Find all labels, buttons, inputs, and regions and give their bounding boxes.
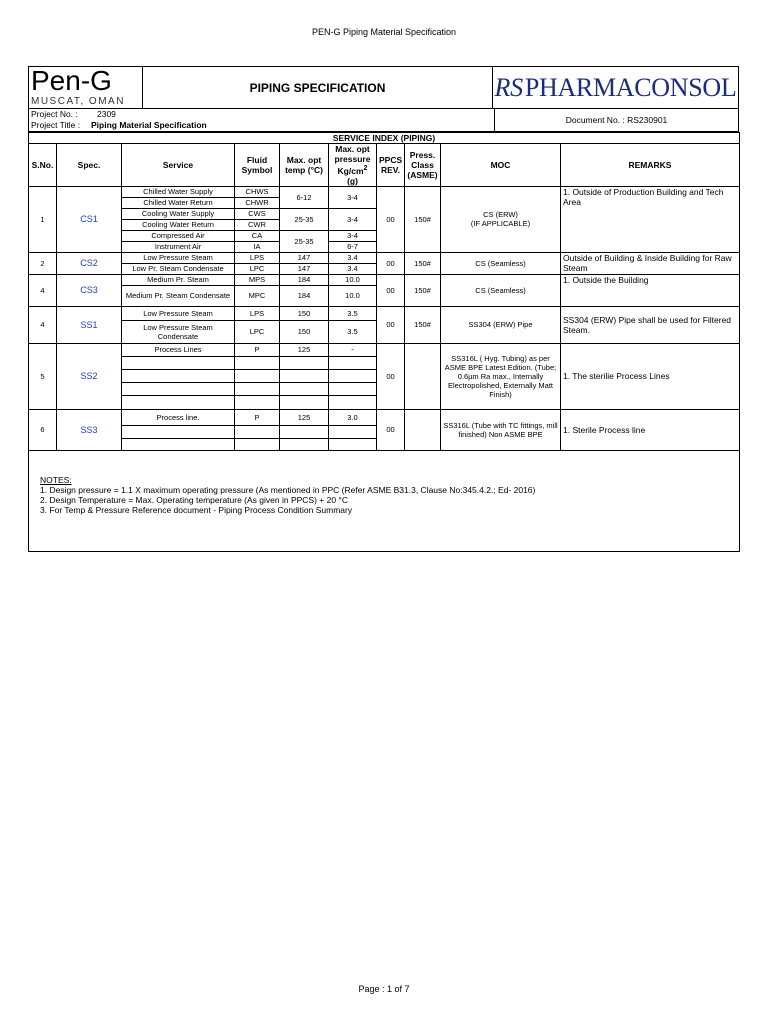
remark-cell: 1. Outside the Building (561, 274, 740, 306)
spec-code: CS2 (57, 252, 122, 274)
col-header-remarks: REMARKS (561, 144, 740, 187)
moc-cell: CS (Seamless) (441, 274, 561, 306)
col-header-temp: Max. opt temp (°C) (280, 144, 329, 187)
spec-code: CS1 (57, 186, 122, 252)
table-caption: SERVICE INDEX (PIPING) (29, 133, 740, 144)
spec-code: SS1 (57, 306, 122, 343)
col-header-service: Service (122, 144, 235, 187)
table-row: Low Pr. Steam Condensate LPC 147 3.4 (29, 263, 740, 274)
notes-section (29, 450, 740, 551)
pharmaconsol-logo-text: PHARMACONSOL (524, 72, 737, 102)
notes-title: NOTES: (40, 474, 72, 485)
col-header-press-class: Press. Class (ASME) (405, 144, 441, 187)
note-2: 2. Design Temperature = Max. Operating temperature (As given in PPCS) + 20 °C (40, 494, 348, 505)
spec-code: SS2 (57, 343, 122, 409)
table-row: 2 CS2 Low Pressure Steam LPS 147 3.4 00 150# CS (Seamless) Outside of Building & Inside Building for Raw Steam (29, 252, 740, 263)
remark-cell: SS304 (ERW) Pipe shall be used for Filtered Steam. (561, 306, 740, 343)
document-header (28, 66, 739, 109)
remark-cell: Outside of Building & Inside Building for Raw Steam (561, 252, 740, 274)
pharmaconsol-logo-mark: RS (494, 72, 523, 102)
moc-cell: SS316L ( Hyg. Tubing) as per ASME BPE Latest Edition. (Tube; 0.6µm Ra max., Internally Electropolished, Externally Matt Finish) (441, 343, 561, 409)
moc-cell: SS304 (ERW) Pipe (441, 306, 561, 343)
project-no-value: 2309 (97, 109, 116, 119)
table-row: 6 SS3 Process line. P 125 3.0 00 SS316L (Tube with TC fittings, mill finished) Non ASME BPE 1. Sterile Process line (29, 409, 740, 425)
table-row: Instrument Air IA 6-7 (29, 241, 740, 252)
note-3: 3. For Temp & Pressure Reference document - Piping Process Condition Summary (40, 504, 353, 515)
table-row: Cooling Water Supply CWS 25-35 3-4 (29, 208, 740, 219)
remark-cell: 1. The sterilie Process Lines (561, 343, 740, 409)
moc-cell: CS (ERW) (IF APPLICABLE) (441, 186, 561, 252)
remark-cell: 1. Outside of Production Building and Tech Area (561, 186, 740, 252)
project-no-label: Project No. : (31, 109, 78, 119)
table-row: Cooling Water Return CWR (29, 219, 740, 230)
table-row: 1 CS1 Chilled Water Supply CHWS 6-12 3-4 00 150# CS (ERW) (IF APPLICABLE) 1. Outside of Production Building and Tech Area (29, 186, 740, 197)
pharmaconsol-logo (493, 67, 738, 108)
spec-code: SS3 (57, 409, 122, 450)
table-row: 5 SS2 Process Lines P 125 - 00 SS316L ( Hyg. Tubing) as per ASME BPE Latest Edition. (Tube; 0.6µm Ra max., Internally Electropolished, Externally Matt Finish) 1. The sterilie Process Lines (29, 343, 740, 356)
table-row: 4 CS3 Medium Pr. Steam MPS 184 10.0 00 150# CS (Seamless) 1. Outside the Building (29, 274, 740, 285)
page-number: Page : 1 of 7 (358, 984, 410, 994)
col-header-sno: S.No. (29, 144, 57, 187)
table-row: 4 SS1 Low Pressure Steam LPS 150 3.5 00 150# SS304 (ERW) Pipe SS304 (ERW) Pipe shall be used for Filtered Steam. (29, 306, 740, 320)
moc-cell: SS316L (Tube with TC fittings, mill finished) Non ASME BPE (441, 409, 561, 450)
col-header-ppcs: PPCS REV. (377, 144, 405, 187)
col-header-pressure: Max. opt pressure $Kg/cm^2$ (g) (329, 144, 377, 187)
note-1: 1. Design pressure = 1.1 X maximum operating pressure (As mentioned in PPC (Refer ASME B31.3, Clause No:345.4.2.; Ed- 2016) (40, 484, 536, 495)
pen-g-logo-text: Pen-G (31, 65, 112, 96)
col-header-spec: Spec. (57, 144, 122, 187)
table-row: Medium Pr. Steam Condensate MPC 184 10.0 (29, 285, 740, 306)
project-title-value: Piping Material Specification (91, 120, 207, 130)
project-info (28, 109, 739, 132)
remark-cell: 1. Sterile Process line (561, 409, 740, 450)
table-row: Compressed Air CA 25-35 3-4 (29, 230, 740, 241)
spec-code: CS3 (57, 274, 122, 306)
table-row: Chilled Water Return CHWR (29, 197, 740, 208)
pen-g-logo (29, 67, 143, 108)
moc-cell: CS (Seamless) (441, 252, 561, 274)
project-title-label: Project Title : (31, 120, 81, 130)
service-index-table (28, 132, 740, 552)
col-header-moc: MOC (441, 144, 561, 187)
page-title: PEN-G Piping Material Specification (311, 27, 457, 37)
document-no: Document No. : RS230901 (565, 115, 668, 125)
spec-title: PIPING SPECIFICATION (143, 67, 493, 108)
col-header-fluid: Fluid Symbol (235, 144, 280, 187)
table-row: Low Pressure Steam Condensate LPC 150 3.5 (29, 320, 740, 343)
pen-g-logo-subtitle: MUSCAT, OMAN (31, 96, 125, 107)
